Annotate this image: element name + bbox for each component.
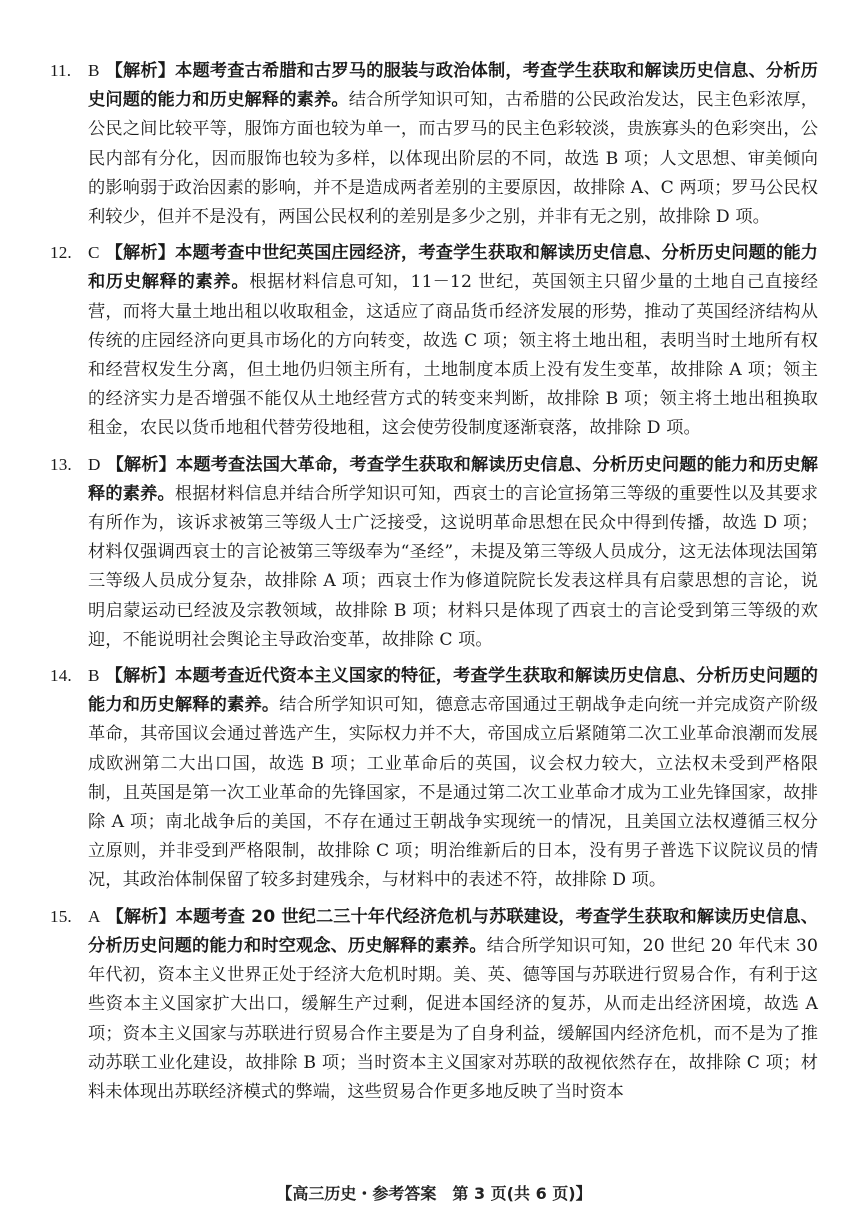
answer-letter: B <box>88 61 100 80</box>
question-number: 11. <box>50 61 72 80</box>
analysis-body: 根据材料信息并结合所学知识可知，西哀士的言论宣扬第三等级的重要性以及其要求有所作为，该诉求被第三等级人士广泛接受，这说明革命思想在民众中得到传播，故选 D 项；材料仅强调西哀士的言论被第三等级奉为“圣经”，未提及第三等级人员成分，这无法体现法国第三等级人员成分复杂，故排除 A 项；西哀士作为修道院院长发表这样具有启蒙思想的言论，说明启蒙运动已经波及宗教领域，故排除 B 项；材料只是体现了西哀士的言论受到第三等级的欢迎，不能说明社会舆论主导政治变革，故排除 C 项。 <box>88 483 818 650</box>
analysis-heading: 【解析】本题考查中世纪英国庄园经济，考查学生获取和解读历史信息、分析历史问题的能力和历史解释的素养。 <box>88 243 818 293</box>
answer-item-13 <box>50 450 818 655</box>
answer-item-14 <box>50 661 818 896</box>
analysis-body: 结合所学知识可知，古希腊的公民政治发达，民主色彩浓厚，公民之间比较平等，服饰方面也较为单一，而古罗马的民主色彩较淡，贵族寡头的色彩突出，公民内部有分化，因而服饰也较为多样，以体现出阶层的不同，故选 B 项；人文思想、审美倾向的影响弱于政治因素的影响，并不是造成两者差别的主要原因，故排除 A、C 两项；罗马公民权利较少，但并不是没有，两国公民权利的差别是多少之别，并非有无之别，故排除 D 项。 <box>88 90 818 228</box>
analysis-heading: 【解析】本题考查法国大革命，考查学生获取和解读历史信息、分析历史问题的能力和历史解释的素养。 <box>88 454 818 504</box>
analysis-heading: 【解析】本题考查古希腊和古罗马的服装与政治体制，考查学生获取和解读历史信息、分析历史问题的能力和历史解释的素养。 <box>88 61 818 111</box>
analysis-body: 结合所学知识可知，20 世纪 20 年代末 30 年代初，资本主义世界正处于经济大危机时期。美、英、德等国与苏联进行贸易合作，有利于这些资本主义国家扩大出口，缓解生产过剩，促进本国经济的复苏，从而走出经济困境，故选 A 项；资本主义国家与苏联进行贸易合作主要是为了自身利益，缓解国内经济危机，而不是为了推动苏联工业化建设，故排除 B 项；当时资本主义国家对苏联的敌视依然存在，故排除 C 项；材料未体现出苏联经济模式的弊端，这些贸易合作更多地反映了当时资本 <box>88 935 818 1102</box>
analysis-heading: 【解析】本题考查 20 世纪二三十年代经济危机与苏联建设，考查学生获取和解读历史信息、分析历史问题的能力和时空观念、历史解释的素养。 <box>88 906 818 956</box>
page-footer: 【高三历史・参考答案 第 3 页(共 6 页)】 <box>276 1184 592 1203</box>
answer-item-15 <box>50 902 818 1107</box>
answer-letter: D <box>88 454 101 474</box>
question-number: 13. <box>50 454 72 474</box>
question-number: 15. <box>50 906 72 926</box>
question-number: 12. <box>50 243 72 263</box>
answer-letter: A <box>88 906 101 926</box>
analysis-body: 结合所学知识可知，德意志帝国通过王朝战争走向统一并完成资产阶级革命，其帝国议会通过普选产生，实际权力并不大，帝国成立后紧随第二次工业革命浪潮而发展成欧洲第二大出口国，故选 B 项；工业革命后的英国，议会权力较大，立法权未受到严格限制，且英国是第一次工业革命的先锋国家，不是通过第二次工业革命才成为工业先锋国家，故排除 A 项；南北战争后的美国，不存在通过王朝战争实现统一的情况，且美国立法权遵循三权分立原则，并非受到严格限制，故排除 C 项；明治维新后的日本，没有男子普选下议院议员的情况，其政治体制保留了较多封建残余，与材料中的表述不符，故排除 D 项。 <box>88 695 818 891</box>
question-number: 14. <box>50 666 72 686</box>
analysis-heading: 【解析】本题考查近代资本主义国家的特征，考查学生获取和解读历史信息、分析历史问题的能力和历史解释的素养。 <box>88 666 818 716</box>
answer-letter: C <box>88 243 100 263</box>
answer-letter: B <box>88 666 100 686</box>
analysis-body: 根据材料信息可知，11－12 世纪，英国领主只留少量的土地自己直接经营，而将大量土地出租以收取租金，这适应了商品货币经济发展的形势，推动了英国经济结构从传统的庄园经济向更具市场化的方向转变，故选 C 项；领主将土地出租，表明当时土地所有权和经营权发生分离，但土地仍归领主所有，土地制度本质上没有发生变革，故排除 A 项；领主的经济实力是否增强不能仅从土地经营方式的转变来判断，故排除 B 项；领主将土地出租换取租金，农民以货币地租代替劳役地租，这会使劳役制度逐渐衰落，故排除 D 项。 <box>88 272 819 439</box>
answer-item-12 <box>50 238 818 443</box>
answer-item-11 <box>50 56 818 232</box>
answer-list <box>50 56 818 1113</box>
